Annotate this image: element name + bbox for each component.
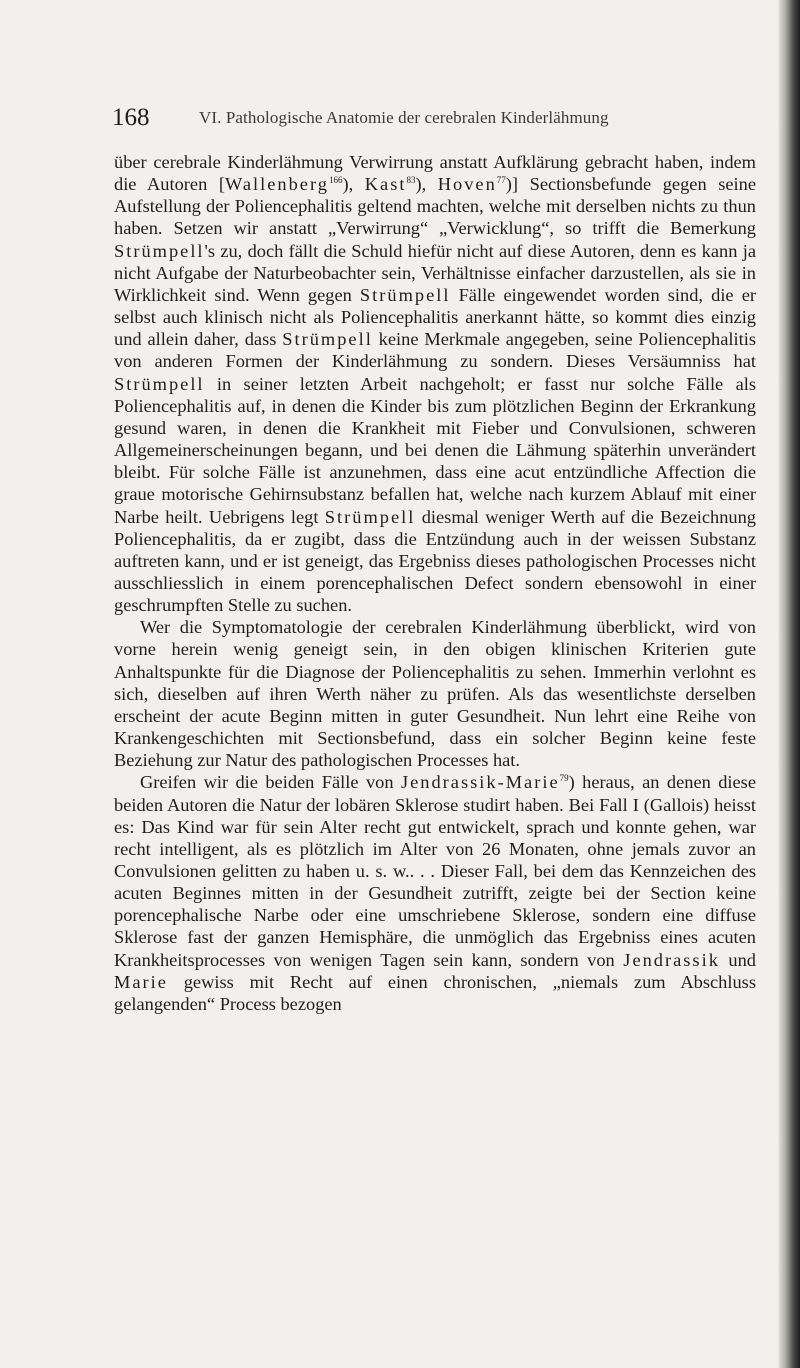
spaced-name: Strümpell <box>359 284 451 305</box>
text-run: ), <box>415 174 438 195</box>
text-run: in seiner letzten Arbeit nachgeholt; er fasst nur solche Fälle als Poliencephalitis auf, in denen die Kinder bis zum plötzlichen Beginn der Erkrankung gesund waren, in denen die Krankheit mit Fieber und Convulsionen, schweren Allgemeinerscheinungen begann, und bei denen die Lähmung späterhin unverändert bleibt. Für solche Fälle ist anzunehmen, dass eine acut entzündliche Affection die graue motorische Gehirnsubstanz befallen hat, welche nach kurzem Ablauf mit einer Narbe heilt. Uebrigens legt <box>114 373 756 527</box>
text-run: ) heraus, an denen diese beiden Autoren die Natur der lobären Sklerose studirt haben. Bei Fall I (Gallois) heisst es: Das Kind war für sein Alter recht gut entwickelt, sprach und konnte gehen, war recht intelligent, als es plötzlich im Alter von 26 Monaten, ohne jemals zuvor an Convulsionen gelitten zu haben u. s. w.. . . Dieser Fall, bei dem das Kennzeichen des acuten Beginnes mitten in der Gesundheit zutrifft, zeigte bei der Section keine porencephalische Narbe oder eine umschriebene Sklerose, sondern eine diffuse Sklerose fast der ganzen Hemisphäre, die unmöglich das Ergebniss eines acuten Krankheitsprocesses von wenigen Tagen sein kann, sondern von <box>114 772 757 970</box>
page-binding-edge <box>778 0 800 1368</box>
text-run: keine Merkmale angegeben, seine Poliencephalitis von anderen Formen der Kinderlähmung zu sondern. Dieses Versäumniss hat <box>114 329 757 372</box>
spaced-name: Jendrassik <box>623 949 720 970</box>
spaced-name: Strümpell <box>282 329 373 350</box>
text-run: und <box>719 949 757 970</box>
footnote-reference: 166 <box>328 175 343 186</box>
running-head: VI. Pathologische Anatomie der cerebralen Kinderlähmung <box>199 108 609 127</box>
text-run: )] Sectionsbefunde gegen seine Aufstellung der Poliencephalitis geltend machten, welche mit derselben nichts zu thun haben. Setzen wir anstatt „Verwirrung“ „Verwicklung“, so trifft die Bemerkung <box>114 174 756 239</box>
text-run: Fälle eingewendet worden sind, die er selbst auch klinisch nicht als Poliencephalitis anerkannt hätte, so kommt dies einzig und allein daher, dass <box>114 284 756 350</box>
text-run: Wer die Symptomatologie der cerebralen Kinderlähmung überblickt, wird von vorne herein wenig geneigt sein, in den obigen klinischen Kriterien gute Anhaltspunkte für die Diagnose der Poliencephalitis zu sehen. Immerhin verlohnt es sich, dieselben auf ihren Werth näher zu prüfen. Als das wesentlichste derselben erscheint der acute Beginn mitten in guter Gesundheit. Nun lehrt eine Reihe von Krankengeschichten mit Sectionsbefund, dass ein solcher Beginn keine feste Beziehung zur Natur des pathologischen Processes hat. <box>114 617 756 771</box>
page-number: 168 <box>112 104 150 131</box>
footnote-reference: 83 <box>406 175 416 186</box>
spaced-name: Jendrassik-Marie <box>400 772 560 793</box>
footnote-reference: 79 <box>559 773 569 784</box>
spaced-name: Kast <box>364 174 407 195</box>
text-run: über cerebrale Kinderlähmung Verwirrung anstatt Aufklärung gebracht haben, indem die Autoren [ <box>114 152 756 195</box>
paragraph <box>114 616 756 771</box>
spaced-name: Strümpell <box>324 506 416 527</box>
paragraph <box>114 151 756 616</box>
text-run: 's zu, doch fällt die Schuld hiefür nicht auf diese Autoren, denn es kann ja nicht Aufgabe der Naturbeobachter sein, Verhältnisse einfacher darzustellen, als sie in Wirklichkeit sind. Wenn gegen <box>114 240 756 305</box>
body-text <box>114 151 756 1015</box>
text-run: gewiss mit Recht auf einen chronischen, „niemals zum Abschluss gelangenden“ Process bezogen <box>114 971 756 1014</box>
text-run: diesmal weniger Werth auf die Bezeichnung Poliencephalitis, da er zugibt, dass die Entzündung auch in der weissen Substanz auftreten kann, und er ist geneigt, das Ergebniss dieses pathologischen Processes nicht ausschliesslich in einem porencephalischen Defect sondern ebensowohl in einer geschrumpften Stelle zu suchen. <box>114 506 756 616</box>
spaced-name: Strümpell <box>114 373 205 394</box>
text-run: ), <box>342 174 365 195</box>
footnote-reference: 77 <box>496 175 506 186</box>
spaced-name: Hoven <box>437 174 497 195</box>
spaced-name: Marie <box>114 971 168 992</box>
spaced-name: Strümpell <box>114 240 205 261</box>
paragraph <box>114 771 756 1015</box>
page-header <box>112 104 752 134</box>
spaced-name: Wallenberg <box>224 174 329 195</box>
text-run: Greifen wir die beiden Fälle von <box>140 772 401 793</box>
